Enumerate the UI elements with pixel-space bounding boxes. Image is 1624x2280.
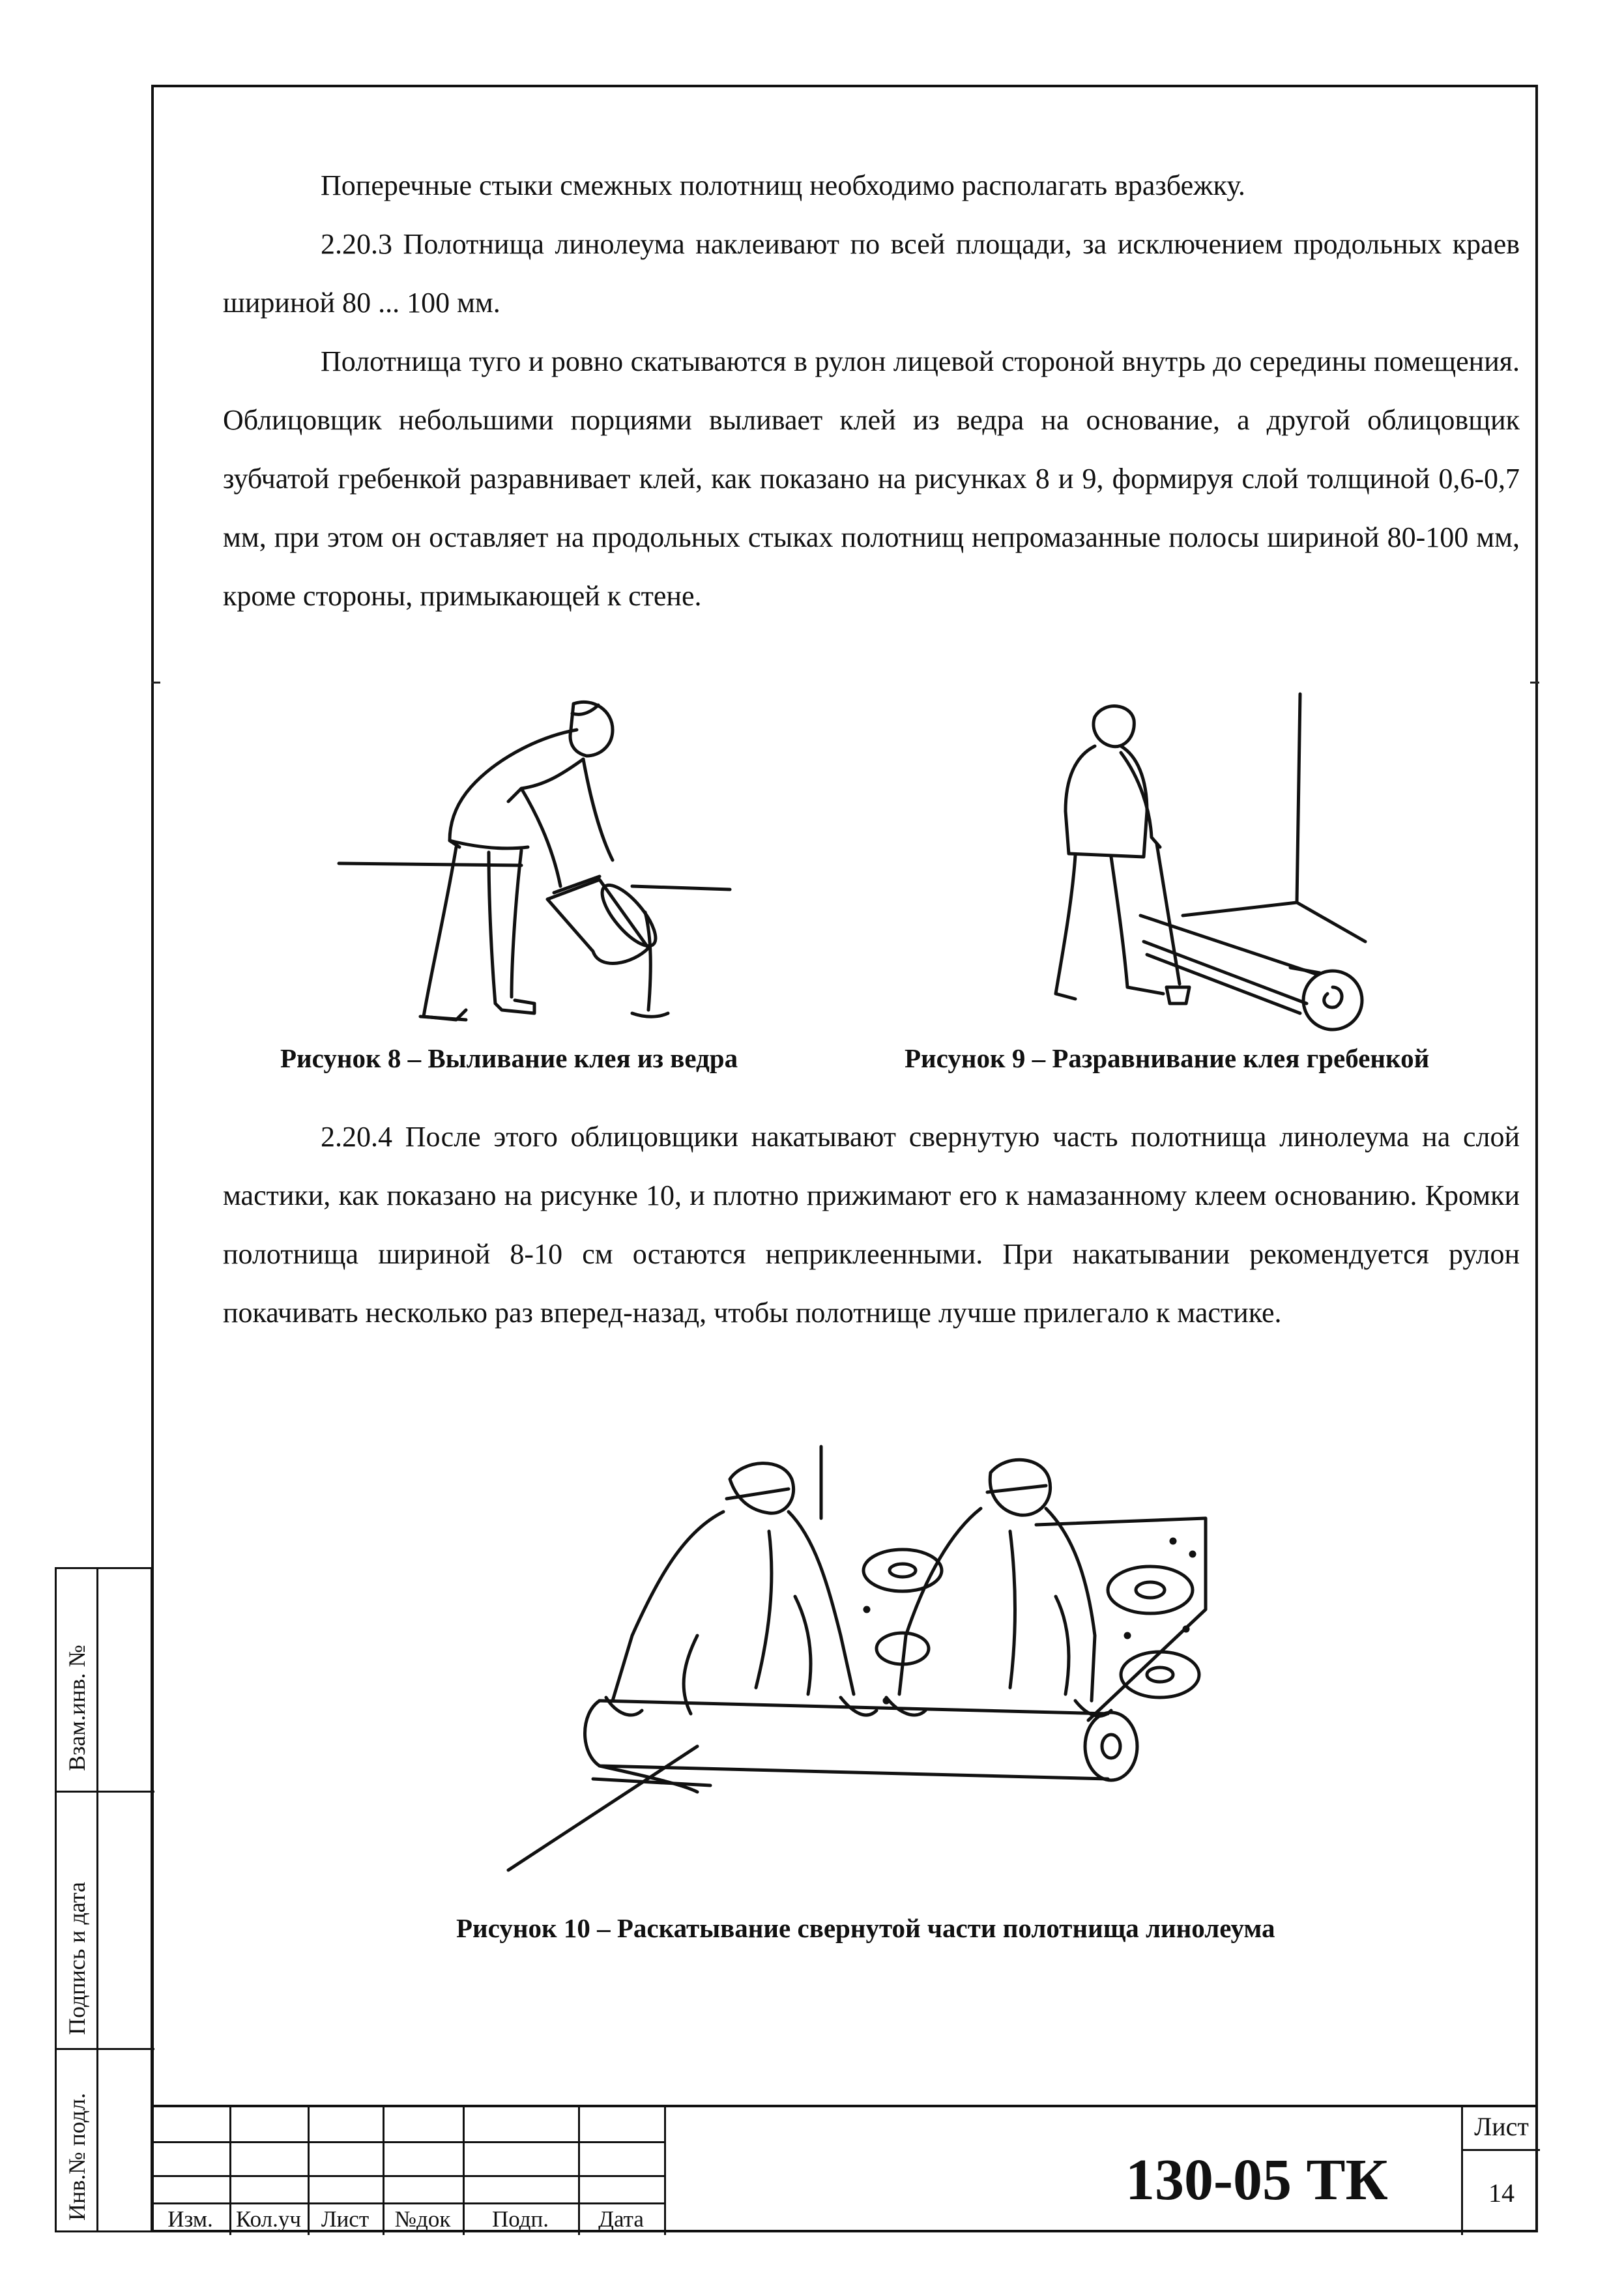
side-stamp-divider <box>98 1569 154 1571</box>
paragraph-2: 2.20.3 Полотнища линолеума наклеивают по всей площади, за исключением продольных краев шириной 80 ... 100 мм. <box>223 228 1520 319</box>
col-list: Лист <box>321 2206 370 2232</box>
grid-line <box>151 2202 666 2204</box>
col-podp: Подп. <box>491 2206 549 2232</box>
signature-date-label: Подпись и дата <box>64 1882 90 2035</box>
frame-tick <box>1530 682 1539 684</box>
title-block-grid <box>151 2107 666 2235</box>
title-block <box>151 2105 1538 2232</box>
sheet-label: Лист <box>1474 2112 1529 2141</box>
figure-9-caption: Рисунок 9 – Разравнивание клея гребенкой <box>905 1043 1430 1073</box>
side-stamp-divider <box>57 1791 154 1793</box>
paragraph-1: Поперечные стыки смежных полотнищ необходимо располагать вразбежку. <box>321 169 1245 201</box>
col-n-dok: №док <box>394 2206 451 2232</box>
col-data: Дата <box>598 2206 644 2232</box>
sheet-box-divider <box>1463 2149 1540 2151</box>
figure-10-caption: Рисунок 10 – Раскатывание свернутой части полотнища линолеума <box>456 1913 1275 1943</box>
side-stamp-divider <box>57 2048 154 2050</box>
grid-line <box>151 2175 666 2177</box>
frame-tick <box>151 682 160 684</box>
figure-8-illustration <box>326 691 756 1043</box>
figure-10-illustration <box>502 1440 1245 1896</box>
figure-9-illustration <box>1013 681 1404 1046</box>
side-stamp <box>55 1567 152 2232</box>
replace-inv-label: Взам.инв. № <box>64 1645 90 1771</box>
paragraph-4: 2.20.4 После этого облицовщики накатывают свернутую часть полотнища линолеума на слой мастики, как показано на рисунке 10, и плотно прижимают его к намазанному клеем основанию. Кромки полотнища шириной 8-10 см остаются неприклеенными. При накатывании рекомендуется рулон покачивать несколько раз вперед-назад, чтобы полотнище лучше прилегало к мастике. <box>223 1121 1520 1329</box>
col-kol-uch: Кол.уч <box>236 2206 301 2232</box>
grid-line <box>151 2141 666 2143</box>
col-izm: Изм. <box>167 2206 213 2232</box>
sheet-number: 14 <box>1488 2178 1515 2208</box>
paragraph-3: Полотнища туго и ровно скатываются в рулон лицевой стороной внутрь до середины помещения. Облицовщик небольшими порциями выливает клей из ведра на основание, а другой облицовщик зубчатой гребенкой разравнивает клей, как показано на рисунках 8 и 9, формируя слой толщиной 0,6-0,7 мм, при этом он оставляет на продольных стыках полотнищ непромазанные полосы шириной 80-100 мм, кроме стороны, примыкающей к стене. <box>223 345 1520 612</box>
inv-no-label: Инв.№ подл. <box>64 2092 90 2221</box>
document-code: 130-05 ТК <box>1125 2148 1388 2212</box>
figure-8-caption: Рисунок 8 – Выливание клея из ведра <box>280 1043 738 1073</box>
sheet-box <box>1461 2107 1538 2235</box>
grid-line <box>664 2107 666 2235</box>
